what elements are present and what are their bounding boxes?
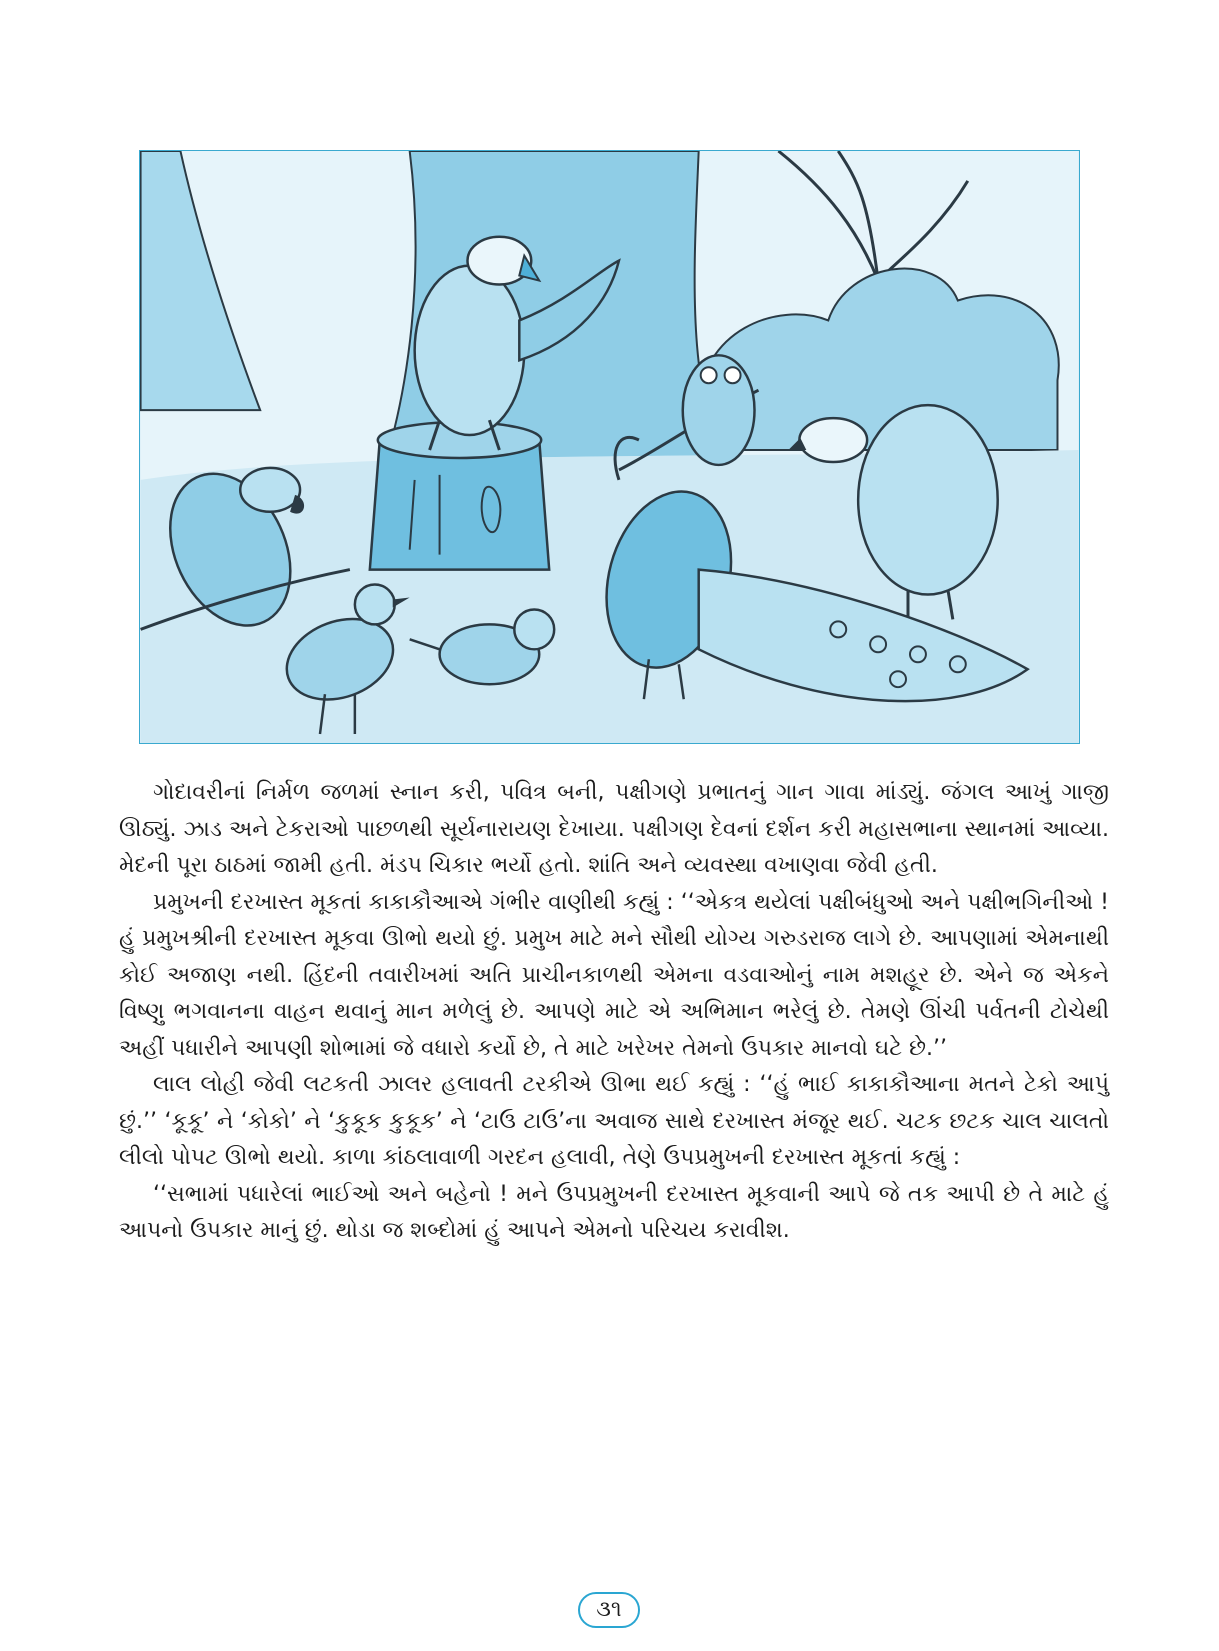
story-text	[119, 775, 1109, 1250]
paragraph-2: પ્રમુખની દરખાસ્ત મૂકતાં કાકાકૌઆએ ગંભીર વાણીથી કહ્યું : ‘‘એકત્ર થયેલાં પક્ષીબંધુઓ અને પક્ષીભગિનીઓ ! હું પ્રમુખશ્રીની દરખાસ્ત મૂકવા ઊભો થયો છું. પ્રમુખ માટે મને સૌથી યોગ્ય ગરુડરાજ લાગે છે. આપણામાં એમનાથી કોઈ અજાણ નથી. હિંદની તવારીખમાં અતિ પ્રાચીનકાળથી એમના વડવાઓનું નામ મશહૂર છે. એને જ એકને વિષ્ણુ ભગવાનના વાહન થવાનું માન મળેલું છે. આપણે માટે એ અભિમાન ભરેલું છે. તેમણે ઊંચી પર્વતની ટોચેથી અહીં પધારીને આપણી શોભામાં જે વધારો કર્યો છે, તે માટે ખરેખર તેમનો ઉપકાર માનવો ઘટે છે.’’	[119, 889, 1109, 1061]
paragraph-4: ‘‘સભામાં પધારેલાં ભાઈઓ અને બહેનો ! મને ઉપપ્રમુખની દરખાસ્ત મૂકવાની આપે જે તક આપી છે તે માટે હું આપનો ઉપકાર માનું છું. થોડા જ શબ્દોમાં હું આપને એમનો પરિચય કરાવીશ.	[119, 1181, 1109, 1243]
paragraph-3: લાલ લોહી જેવી લટકતી ઝાલર હલાવતી ટરકીએ ઊભા થઈ કહ્યું : ‘‘હું ભાઈ કાકાકૌઆના મતને ટેકો આપું છું.’’ ‘કૂકૂ’ ને ‘કોકો’ ને ‘કુકૂક કુકૂક’ ને ‘ટાઉ ટાઉ’ના અવાજ સાથે દરખાસ્ત મંજૂર થઈ. ચટક છટક ચાલ ચાલતો લીલો પોપટ ઊભો થયો. કાળા કાંઠલાવાળી ગરદન હલાવી, તેણે ઉપપ્રમુખની દરખાસ્ત મૂકતાં કહ્યું :	[119, 1072, 1109, 1170]
page-number: ૩૧	[578, 1592, 640, 1628]
paragraph-1: ગોદાવરીનાં નિર્મળ જળમાં સ્નાન કરી, પવિત્ર બની, પક્ષીગણે પ્રભાતનું ગાન ગાવા માંડ્યું. જંગલ આખું ગાજી ઊઠ્યું. ઝાડ અને ટેકરાઓ પાછળથી સૂર્યનારાયણ દેખાયા. પક્ષીગણ દેવનાં દર્શન કરી મહાસભાના સ્થાનમાં આવ્યા. મેદની પૂરા ઠાઠમાં જામી હતી. મંડપ ચિકાર ભર્યો હતો. શાંતિ અને વ્યવસ્થા વખાણવા જેવી હતી.	[119, 780, 1109, 878]
illustration-svg	[140, 151, 1079, 743]
bird-assembly-illustration	[139, 150, 1080, 744]
